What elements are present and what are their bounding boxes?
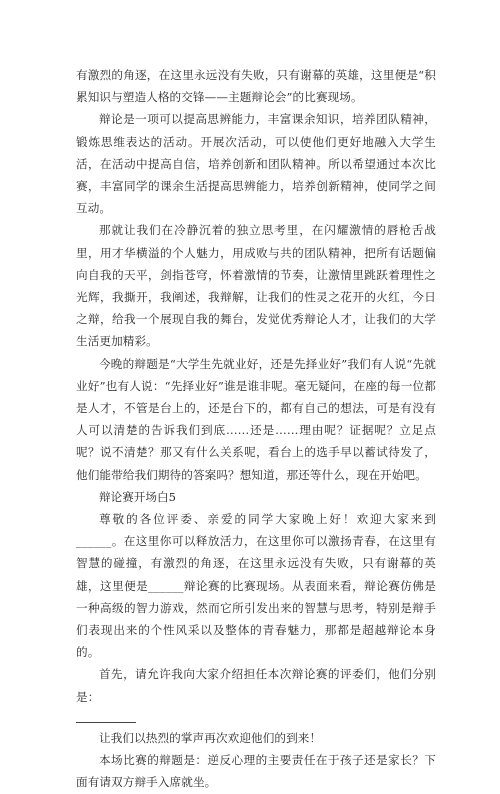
blank-rule-line [76, 708, 136, 723]
document-page [76, 64, 436, 794]
paragraph-8: 本场比赛的辩题是：逆反心理的主要责任在于孩子还是家长？下面有请双方辩手入席就坐。 [76, 753, 436, 790]
paragraph-2: 辩论是一项可以提高思辨能力，丰富课余知识，培养团队精神，锻炼思维表达的活动。开展次活动，可以使他们更好地融入大学生活，在活动中提高自信，培养创新和团队精神。所以希望通过本次比赛，丰富同学的课余生活提高思辨能力，培养创新精神，使同学之间互动。 [76, 112, 436, 216]
paragraph-1: 有激烈的角逐，在这里永远没有失败，只有谢幕的英雄，这里便是“积累知识与塑造人格的交锋——主题辩论会”的比赛现场。 [76, 68, 436, 105]
paragraph-5: 尊敬的各位评委、亲爱的同学大家晚上好！欢迎大家来到______。在这里你可以释放活力，在这里你可以激扬青春，在这里有智慧的碰撞，有激烈的角逐，在这里永远没有失败，只有谢幕的英雄，这里便是______辩论赛的比赛现场。从表面来看，辩论赛仿佛是一种高级的智力游戏，然而它所引发出来的智慧与思考，特别是辩手们表现出来的个性风采以及整体的青春魅力，那都是超越辩论本身的。 [76, 512, 436, 660]
paragraph-7: 让我们以热烈的掌声再次欢迎他们的到来！ [99, 730, 322, 745]
paragraph-6: 首先，请允许我向大家介绍担任本次辩论赛的评委们，他们分别是： [76, 667, 436, 704]
paragraph-4: 今晚的辩题是“大学生先就业好，还是先择业好”我们有人说“先就业好”也有人说：“先择业好”谁是谁非呢。毫无疑问，在座的每一位都是人才，不管是台上的，还是台下的，都有自己的想法，可是有没有人可以清楚的告诉我们到底……还是……理由呢？证据呢？立足点呢？说不清楚？那又有什么关系呢，看台上的选手早以蓄试待发了，他们能带给我们期待的答案吗？想知道，那还等什么，现在开始吧。 [76, 356, 436, 482]
paragraph-3: 那就让我们在冷静沉着的独立思考里，在闪耀激情的唇枪舌战里，用才华横溢的个人魅力，用成败与共的团队精神，把所有话题偏向自我的天平，剑指苍穹，怀着激情的节奏，让激情里跳跃着理性之光辉，我撕开，我阐述，我辩解，让我们的性灵之花开的火红，今日之辩，给我一个展现自我的舞台，发觉优秀辩论人才，让我们的大学生活更加精彩。 [76, 223, 436, 349]
section-title: 辩论赛开场白5 [99, 489, 176, 504]
